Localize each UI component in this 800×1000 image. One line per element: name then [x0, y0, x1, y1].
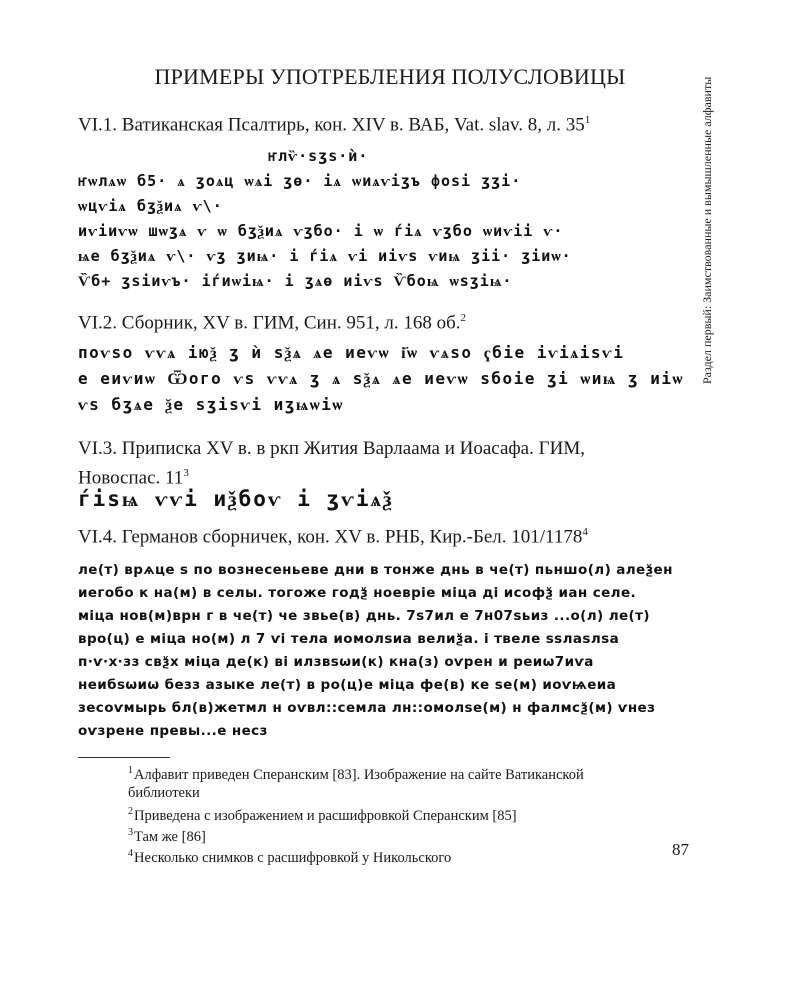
- footnote-ref: 4: [582, 526, 588, 538]
- section-heading-vi-1: [78, 114, 668, 136]
- script-line: оѵзрене превы...е несз: [78, 723, 268, 739]
- section-heading-vi-3: [78, 436, 668, 490]
- footnote-ref: 2: [460, 312, 467, 324]
- footnote-text: Приведена с изображением и расшифровкой Сперанским [85]: [134, 807, 517, 824]
- footnote: [128, 762, 658, 802]
- script-line: п·ѵ·х·зз свѯх міца де(к) ві илзвѕѡи(к) кна(з) оѵрен и реиѡ7иѵа: [78, 654, 594, 670]
- script-line: поѵѕо ѵѵѧ іюѯ ӡ ѝ ѕѯѧ ѧе иеѵѡ і҃ѡ ѵѧѕо ҁбіе іѵіѧіѕѵі: [78, 343, 625, 362]
- footnote-number: 3: [128, 827, 133, 838]
- footnote-number: 1: [128, 765, 133, 776]
- footnote-ref: 3: [183, 467, 189, 479]
- script-line: зесоѵмырь бл(в)жетмл н оѵвл::семла лн::омолѕе(м) н фалмсѯ(м) ѵнез: [78, 700, 656, 716]
- footnote: [128, 803, 658, 825]
- side-section-label: Раздел первый: Заимствованные и вымышленные алфавиты: [700, 76, 714, 384]
- footnote-text: Несколько снимков с расшифровкой у Никольского: [134, 849, 452, 866]
- section-heading-text: VI.4. Германов сборничек, кон. XV в. РНБ, Кир.-Бел. 101/1178: [78, 526, 583, 548]
- script-line: ѩе бӡѯиѧ ѵ\· ѵӡ ӡиѩ· і ѓіѧ ѵі иіѵѕ ѵиѩ ӡіі· ӡіиѡ·: [78, 247, 572, 265]
- section-heading-text: VI.2. Сборник, XV в. ГИМ, Син. 951, л. 168 об.: [78, 312, 461, 334]
- script-line: вро(ц) е міца но(м) л 7 ѵі тела иомолѕиа велиѯа. і твеле ѕѕлаѕлѕа: [78, 631, 620, 647]
- script-line: ѡцѵіѧ бӡѯиѧ ѵ\·: [78, 197, 223, 215]
- script-line: е еиѵиѡ Ѿого ѵѕ ѵѵѧ ӡ ѧ ѕѯѧ ѧе иеѵѡ ѕбоіе ӡі ѡиѩ ӡ иіѡ: [78, 369, 684, 388]
- section-heading-vi-4: [78, 526, 668, 548]
- script-line: неибѕѡиѡ безз азыке ле(т) в ро(ц)е міца фе(в) ке ѕе(м) иоѵѩеиа: [78, 677, 617, 693]
- script-line: ѵѕ бӡѧе ѯе ѕӡіѕѵі иӡѩѡіѡ: [78, 395, 344, 414]
- script-line: ѓіѕѩ ѵѵі иѯбоѵ і ӡѵіѧѯ: [78, 487, 394, 511]
- footnote-number: 2: [128, 806, 133, 817]
- script-line: Ѷб+ ӡѕіиѵъ· іѓиѡіѩ· і ӡѧѳ иіѵѕ Ѷбоѩ ѡѕӡіѩ·: [78, 272, 513, 290]
- script-line: ле(т) врѧце ѕ по вознесеньеве дни в тонже днь в че(т) пьншо(л) алеѯен: [78, 562, 673, 578]
- footnote-text: Там же [86]: [134, 828, 206, 845]
- footnote-text: Алфавит приведен Сперанским [83]. Изображение на сайте Ватиканской библиотеки: [128, 766, 584, 801]
- footnote-separator: [78, 757, 170, 758]
- script-line: міца нов(м)врн г в че(т) че звье(в) днь. 7ѕ7ил е 7н07ѕьиз ...о(л) ле(т): [78, 608, 650, 624]
- page-number: 87: [672, 840, 689, 859]
- footnote: [128, 845, 658, 867]
- footnote-ref: 1: [584, 114, 591, 126]
- script-line: иегобо к на(м) в селы. тогоже годѯ ноевріе міца ді исофѯ иан селе.: [78, 585, 637, 601]
- running-title: ПРИМЕРЫ УПОТРЕБЛЕНИЯ ПОЛУСЛОВИЦЫ: [154, 64, 626, 89]
- script-line: ҥлѷ·ѕӡѕ·ѝ·: [268, 147, 369, 165]
- footnote: [128, 824, 658, 846]
- script-line: иѵіиѵѡ шѡӡѧ ѵ ѡ бӡѯиѧ ѵӡбо· і ѡ ѓіѧ ѵӡбо ѡиѵіі ѵ·: [78, 222, 564, 240]
- section-heading-text: VI.1. Ватиканская Псалтирь, кон. XIV в. ВАБ, Vat. slav. 8, л. 35: [78, 114, 585, 136]
- script-line: ҥѡлѧѡ б5· ѧ ӡоѧц ѡѧі ӡө· іѧ ѡиѧѵіӡъ фоѕі ӡӡі·: [78, 172, 522, 190]
- section-heading-text: VI.3. Приписка XV в. в ркп Жития Варлаама и Иоасафа. ГИМ, Новоспас. 11: [78, 438, 585, 489]
- section-heading-vi-2: [78, 312, 668, 334]
- footnote-number: 4: [128, 848, 133, 859]
